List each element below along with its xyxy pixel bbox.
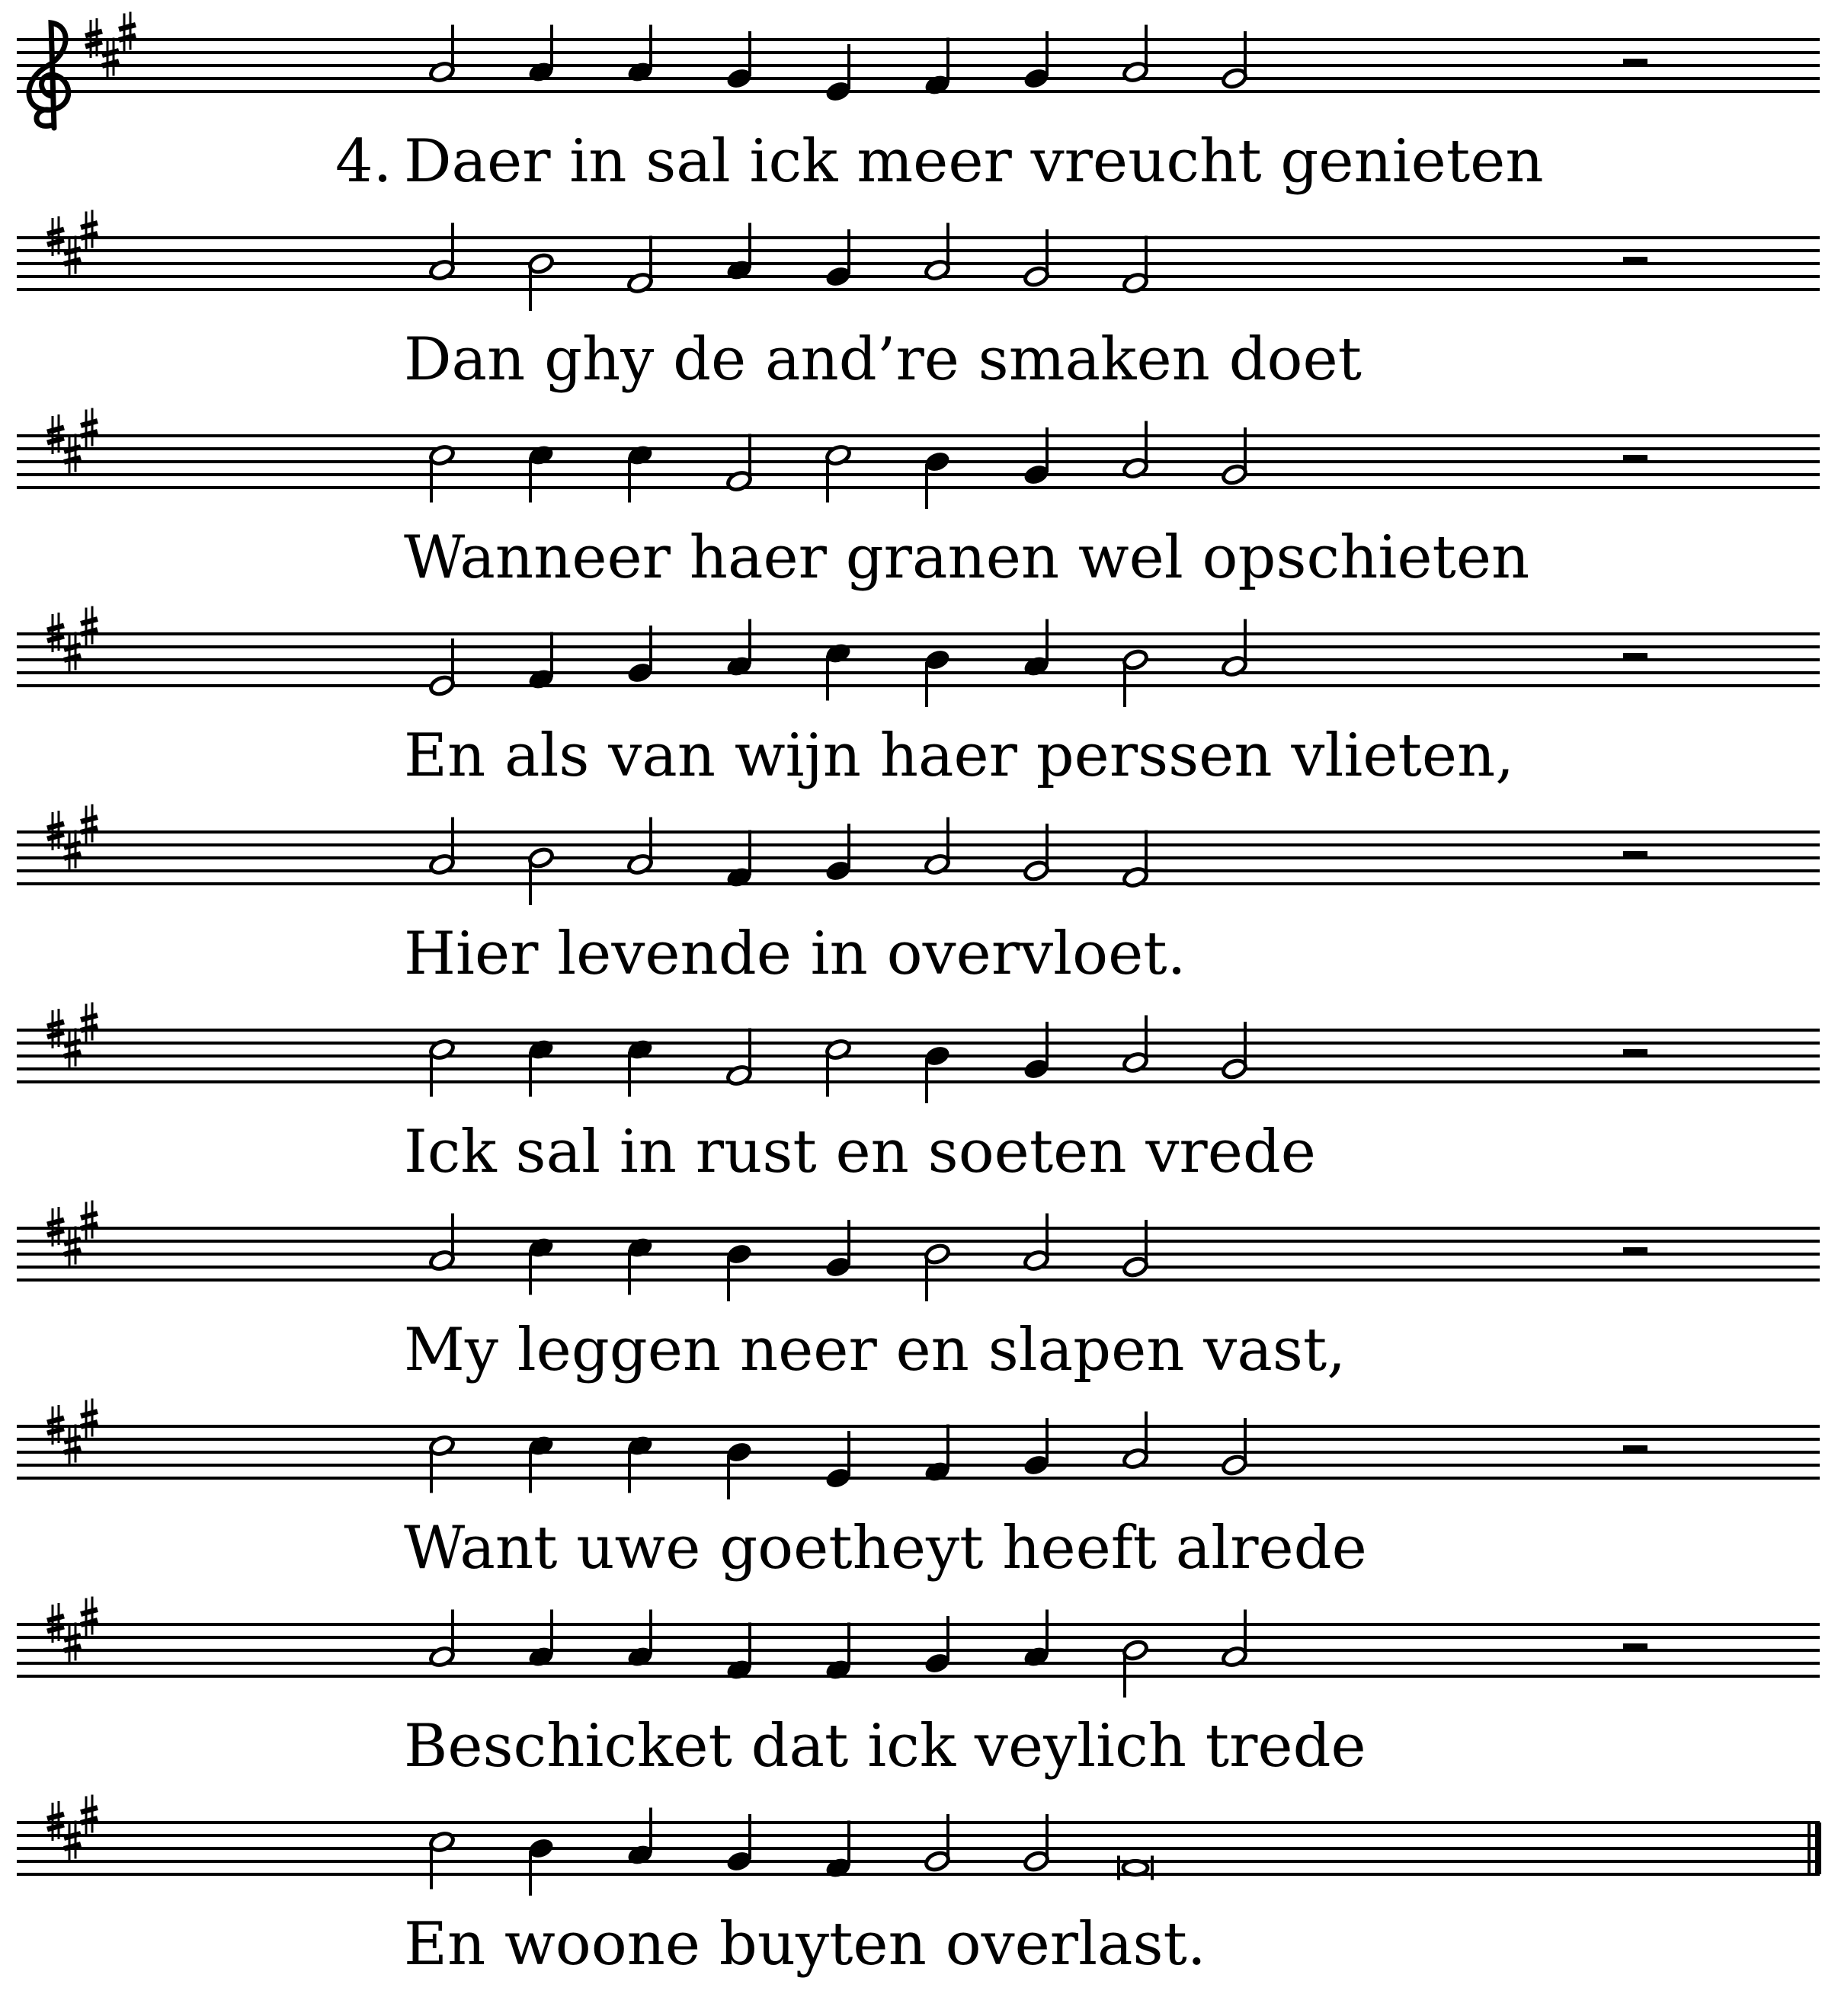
half-rest [1623, 59, 1647, 66]
staff-system-2 [17, 210, 1820, 395]
key-signature [47, 606, 98, 672]
lyric-line-3: Wanneer haer granen wel opschieten [404, 523, 1530, 592]
staff-lines [17, 238, 1820, 290]
sharp-sign-2 [64, 1623, 81, 1662]
sharp-sign-2 [64, 434, 81, 474]
note-b4-quarter [924, 648, 950, 707]
key-signature [47, 1597, 98, 1662]
sharp-sign-3 [81, 606, 98, 646]
note-b4-half [527, 846, 554, 905]
lyric-line-1: Daer in sal ick meer vreucht genieten [404, 127, 1544, 196]
half-rest [1623, 851, 1647, 858]
lyric-line-10: En woone buyten overlast. [404, 1910, 1206, 1979]
sharp-sign-3 [81, 210, 98, 250]
staff-lines [17, 1624, 1820, 1676]
note-b4-half [1122, 1639, 1148, 1698]
note-b4-quarter [527, 1837, 554, 1896]
staff-system-5 [17, 805, 1820, 989]
sharp-sign-2 [64, 1029, 81, 1068]
staff-lines [17, 1228, 1820, 1280]
lyric-line-2: Dan ghy de and’re smaken doet [404, 325, 1362, 394]
sharp-sign-3 [81, 1399, 98, 1438]
staff-lines [17, 634, 1820, 686]
half-rest [1623, 257, 1647, 264]
sharp-sign-2 [64, 236, 81, 276]
sharp-sign-3 [81, 1795, 98, 1835]
key-signature [47, 1003, 98, 1068]
key-signature [47, 805, 98, 870]
staff-lines [17, 832, 1820, 884]
note-b4-quarter [725, 1441, 752, 1499]
staff-system-10 [17, 1795, 1820, 1979]
key-signature [47, 1795, 98, 1861]
staff-system-4 [17, 606, 1820, 791]
key-signature [47, 1201, 98, 1266]
sharp-sign-2 [64, 1227, 81, 1266]
key-signature [47, 210, 98, 276]
key-signature [47, 408, 98, 474]
note-b4-quarter [725, 1243, 752, 1301]
sharp-sign-3 [81, 1201, 98, 1240]
note-b4-quarter [924, 1045, 950, 1103]
half-rest [1623, 1445, 1647, 1452]
staff-lines [17, 436, 1820, 488]
staff-system-7 [17, 1201, 1820, 1385]
note-b4-half [527, 252, 554, 311]
sharp-sign-3 [81, 1003, 98, 1042]
half-rest [1623, 1247, 1647, 1254]
note-b4-half [924, 1243, 950, 1301]
staff-system-9 [17, 1597, 1820, 1781]
sharp-sign-3 [81, 805, 98, 844]
half-rest [1623, 653, 1647, 660]
sharp-sign-2 [64, 632, 81, 672]
note-f4-breve [1119, 1856, 1152, 1880]
staff-lines [17, 1030, 1820, 1082]
staff-system-6 [17, 1003, 1820, 1187]
staff-lines [17, 1822, 1820, 1874]
sharp-sign-2 [64, 1821, 81, 1861]
sharp-sign-2 [64, 830, 81, 870]
sharp-sign-3 [81, 408, 98, 448]
key-signature [85, 12, 136, 78]
lyric-line-8: Want uwe goetheyt heeft alrede [404, 1514, 1367, 1582]
staff-lines [17, 1426, 1820, 1478]
lyric-line-9: Beschicket dat ick veylich trede [404, 1712, 1366, 1781]
staff-system-3 [17, 408, 1820, 593]
sharp-sign-3 [119, 12, 136, 52]
staff-lines [17, 40, 1820, 91]
note-b4-half [1122, 648, 1148, 707]
staff-system-8 [17, 1399, 1820, 1583]
note-b4-quarter [924, 450, 950, 509]
key-signature [47, 1399, 98, 1464]
half-rest [1623, 455, 1647, 462]
lyric-line-5: Hier levende in overvloet. [404, 920, 1186, 988]
half-rest [1623, 1049, 1647, 1056]
lyric-line-7: My leggen neer en slapen vast, [404, 1316, 1346, 1384]
lyric-line-4: En als van wijn haer perssen vlieten, [404, 722, 1515, 790]
sharp-sign-2 [64, 1425, 81, 1464]
staff-system-1 [17, 12, 1820, 197]
lyric-line-6: Ick sal in rust en soeten vrede [404, 1118, 1316, 1186]
sharp-sign-3 [81, 1597, 98, 1637]
half-rest [1623, 1643, 1647, 1650]
sharp-sign-2 [102, 38, 119, 78]
verse-number: 4. [335, 127, 392, 196]
